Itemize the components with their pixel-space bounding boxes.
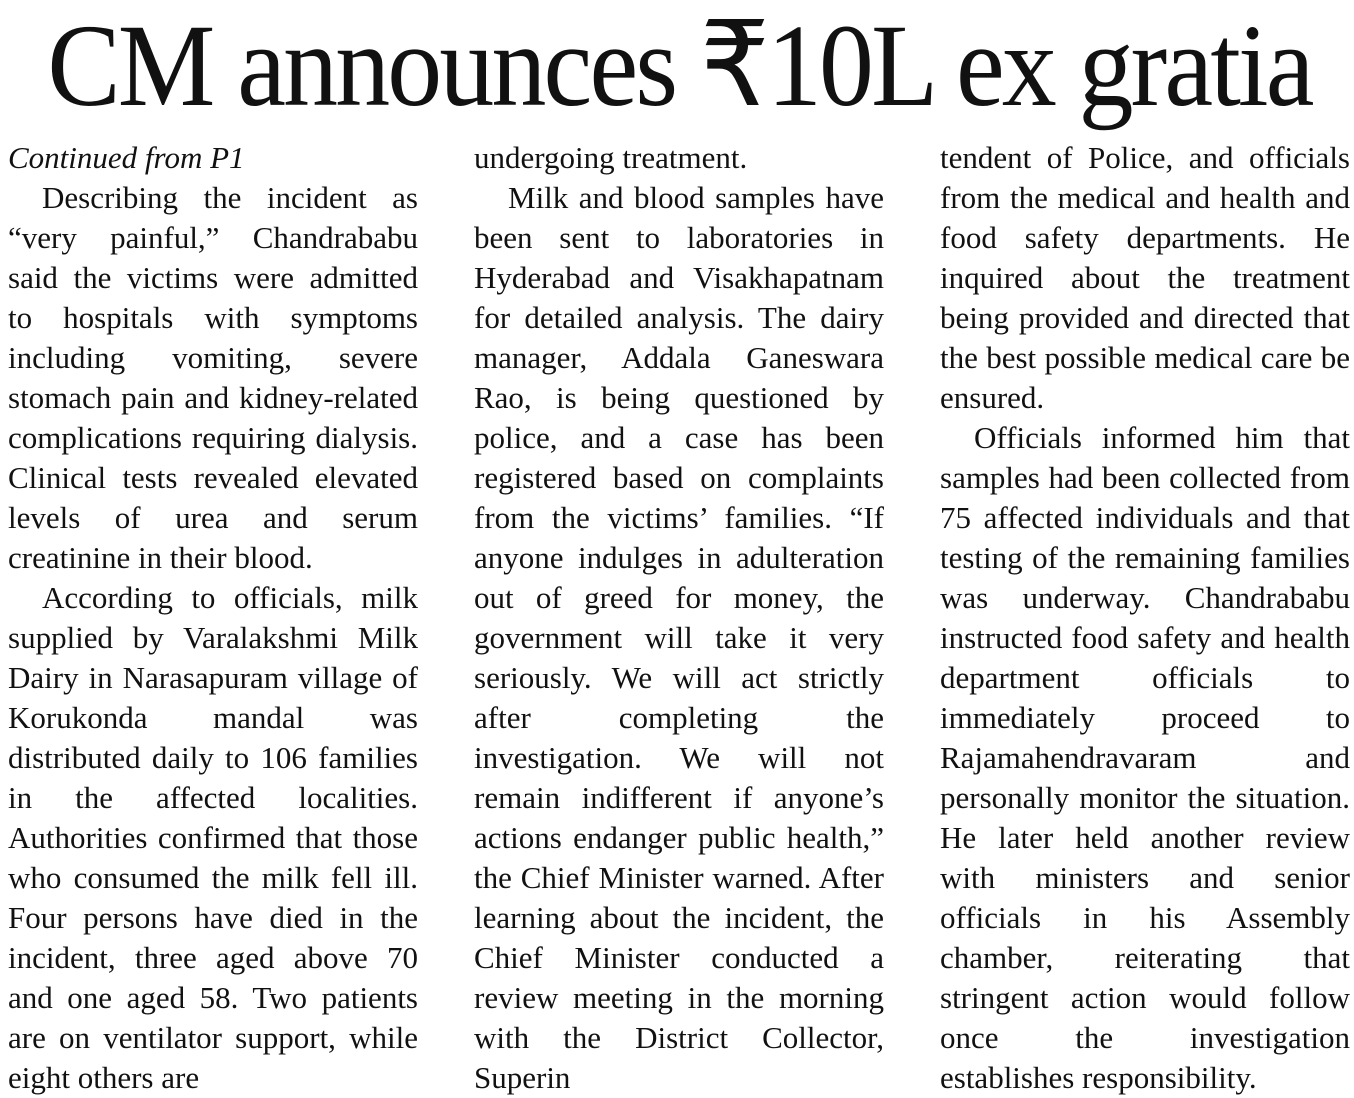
article-column-3 [940,138,1350,1098]
headline: CM announces ₹10L ex gratia [47,0,1312,131]
article-paragraph: Officials informed him that samples had been collected from 75 affected individuals and that testing of the remaining families was underway. Chandrababu instructed food safety and health department officials to immediately proceed to Rajamahendravaram and personally monitor the situation. He later held another review with ministers and senior officials in his Assembly chamber, reiterating that stringent action would follow once the investigation establishes responsibility. [940,420,1350,1095]
article-column-1 [8,138,418,1098]
article-paragraph-continued: tendent of Police, and officials from the medical and health and food safety departments. He inquired about the treatment being provided and directed that the best possible medical care be ensured. [940,140,1350,415]
article-paragraph-continued: undergoing treatment. [474,140,748,175]
continued-from-note: Continued from P1 [8,140,245,175]
article-paragraph: Describing the incident as “very painful,” Chandrababu said the victims were admitted to hospitals with symptoms including vomiting, severe stomach pain and kidney-related complications requiring dialysis. Clinical tests revealed elevated levels of urea and serum creatinine in their blood. [8,180,418,575]
article-paragraph: According to officials, milk supplied by Varalakshmi Milk Dairy in Narasapuram village of Korukonda mandal was distributed daily to 106 families in the affected localities. Authorities confirmed that those who consumed the milk fell ill. Four persons have died in the incident, three aged above 70 and one aged 58. Two patients are on ventilator support, while eight others are [8,580,418,1095]
article-paragraph: Milk and blood samples have been sent to laboratories in Hyderabad and Visakhapatnam for detailed analysis. The dairy manager, Addala Ganeswara Rao, is being questioned by police, and a case has been registered based on complaints from the victims’ families. “If anyone indulges in adulteration out of greed for money, the government will take it very seriously. We will act strictly after completing the investigation. We will not remain indifferent if anyone’s actions endanger public health,” the Chief Minister warned. After learning about the incident, the Chief Minister conducted a review meeting in the morning with the District Collector, Superin [474,180,884,1095]
article-column-2 [474,138,884,1098]
